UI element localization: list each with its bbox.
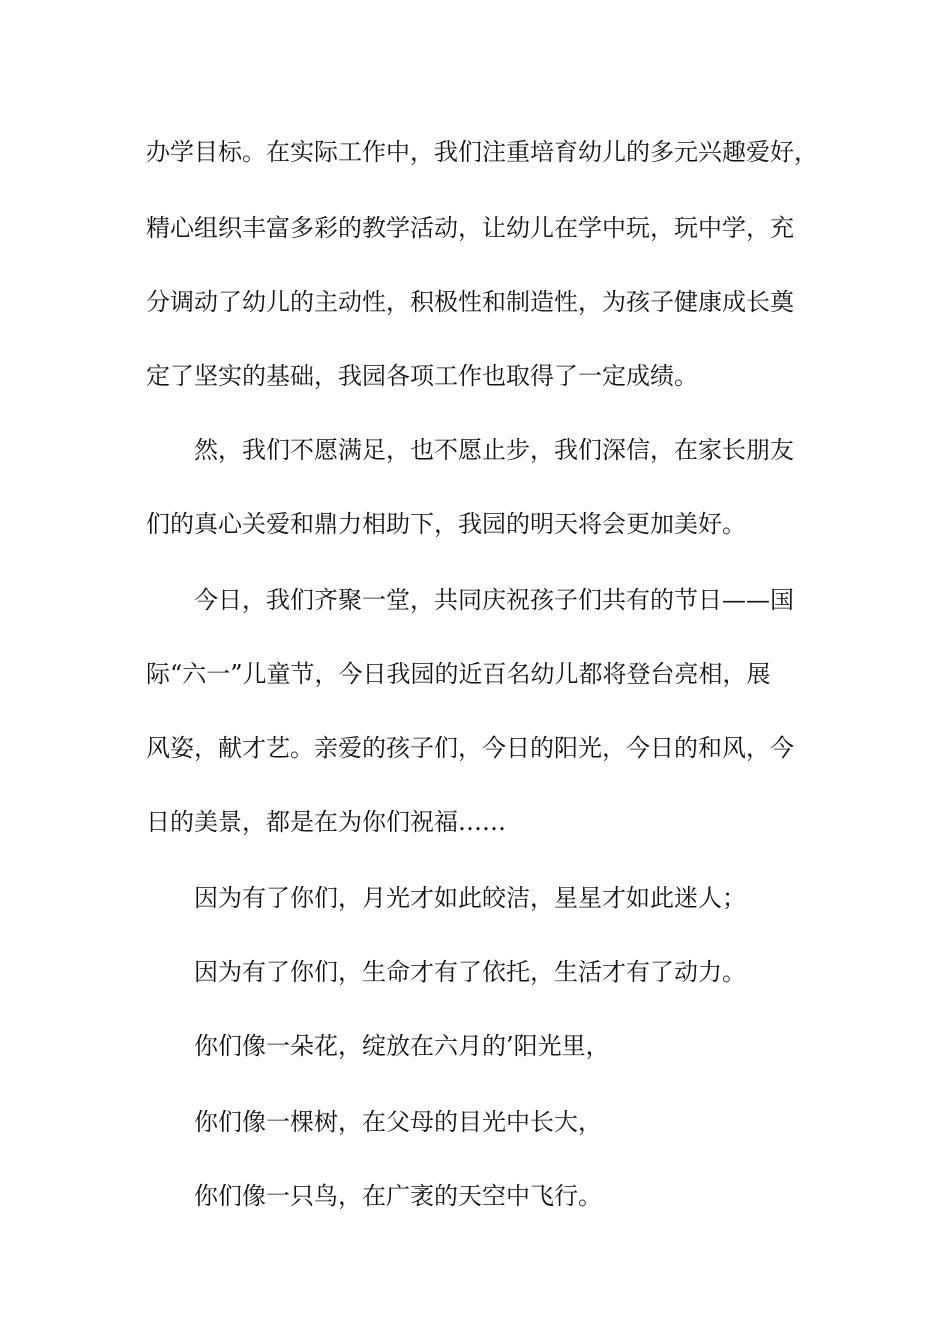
text-line: 你们像一朵花，绽放在六月的’阳光里， (194, 1032, 610, 1060)
text-line: 今日，我们齐聚一堂，共同庆祝孩子们共有的节日——国 (194, 586, 794, 614)
text-line: 定了坚实的基础，我园各项工作也取得了一定成绩。 (146, 362, 698, 390)
text-line: 日的美景，都是在为你们祝福…… (146, 808, 506, 836)
text-line: 你们像一只鸟，在广袤的天空中飞行。 (194, 1182, 602, 1210)
text-line: 们的真心关爱和鼎力相助下，我园的明天将会更加美好。 (146, 510, 746, 538)
text-line: 分调动了幼儿的主动性，积极性和制造性，为孩子健康成长奠 (146, 288, 794, 316)
text-line: 风姿，献才艺。亲爱的孩子们，今日的阳光，今日的和风，今 (146, 734, 794, 762)
text-line: 精心组织丰富多彩的教学活动，让幼儿在学中玩，玩中学，充 (146, 214, 794, 242)
text-line: 因为有了你们，生命才有了依托，生活才有了动力。 (194, 958, 746, 986)
text-line: 办学目标。在实际工作中，我们注重培育幼儿的多元兴趣爱好， (146, 138, 818, 166)
text-line: 际“六一”儿童节，今日我园的近百名幼儿都将登台亮相，展 (146, 660, 771, 688)
text-line: 然，我们不愿满足，也不愿止步，我们深信，在家长朋友 (194, 436, 794, 464)
text-line: 你们像一棵树，在父母的目光中长大， (194, 1108, 602, 1136)
text-line: 因为有了你们，月光才如此皎洁，星星才如此迷人； (194, 884, 746, 912)
